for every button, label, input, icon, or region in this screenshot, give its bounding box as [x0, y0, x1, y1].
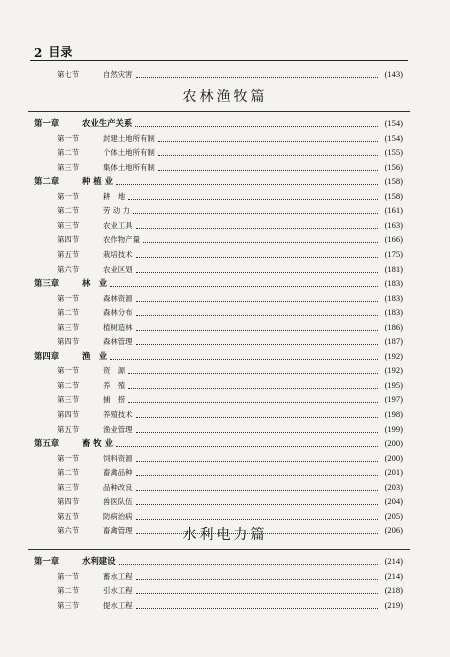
- entry-page-number: (181): [384, 263, 403, 274]
- dot-leader: [136, 475, 378, 476]
- dot-leader: [135, 126, 378, 127]
- entry-label: 第一节: [57, 133, 80, 143]
- entry-page-number: (183): [384, 292, 403, 303]
- entry-page-number: (161): [384, 205, 403, 216]
- part-rule: [28, 111, 410, 112]
- dot-leader: [128, 402, 378, 403]
- entry-page-number: (154): [384, 118, 403, 128]
- part-rule: [28, 549, 410, 550]
- entry-page-number: (187): [384, 336, 403, 347]
- part-heading: 水利电力篇: [182, 527, 268, 543]
- section-entry: [0, 363, 450, 378]
- section-entry: [0, 583, 450, 598]
- entry-title: 水利建设: [82, 556, 116, 566]
- entry-page-number: (205): [384, 510, 403, 521]
- entry-label: 第一节: [57, 366, 80, 376]
- entry-title: 森林资源: [103, 293, 133, 303]
- dot-leader: [136, 344, 378, 345]
- entry-label: 第五章: [34, 438, 60, 449]
- entry-page-number: (183): [384, 307, 403, 318]
- dot-leader: [116, 446, 378, 447]
- entry-label: 第二节: [57, 380, 80, 390]
- entry-title: 兽医队伍: [103, 497, 133, 507]
- entry-title: 自然灾害: [103, 70, 133, 79]
- dot-leader: [158, 141, 378, 142]
- entry-title: 品种改良: [103, 482, 133, 492]
- dot-leader: [136, 490, 378, 491]
- header-title: 目录: [48, 45, 73, 59]
- entry-label: 第二节: [57, 206, 80, 216]
- entry-label: 第二章: [34, 176, 60, 187]
- entry-title: 种 植 业: [82, 176, 113, 187]
- dot-leader: [136, 608, 378, 609]
- section-entry: [0, 451, 450, 466]
- section-entry: [0, 407, 450, 422]
- entry-label: 第七节: [57, 70, 80, 79]
- entry-label: 第四章: [34, 350, 60, 361]
- page-number: 2: [34, 46, 43, 60]
- entry-page-number: (206): [384, 525, 403, 536]
- entry-label: 第六节: [57, 526, 80, 536]
- part-heading: 农林渔牧篇: [182, 89, 268, 105]
- entry-title: 资 源: [103, 366, 126, 376]
- section-entry: [0, 598, 450, 613]
- entry-page-number: (214): [384, 570, 403, 581]
- entry-label: 第二节: [57, 308, 80, 318]
- entry-label: 第三节: [57, 162, 80, 172]
- entry-label: 第三节: [57, 600, 80, 610]
- dot-leader: [136, 315, 378, 316]
- dot-leader: [116, 184, 378, 185]
- entry-page-number: (197): [384, 394, 403, 405]
- section-entry: [0, 232, 450, 247]
- entry-title: 防病治病: [103, 511, 133, 521]
- section-entry: [0, 320, 450, 335]
- entry-title: 个体土地所有制: [103, 148, 155, 158]
- section-entry: [0, 291, 450, 306]
- entry-page-number: (199): [384, 423, 403, 434]
- entry-title: 集体土地所有制: [103, 162, 155, 172]
- entry-page-number: (143): [384, 69, 403, 79]
- section-entry: [0, 480, 450, 495]
- entry-title: 捕 捞: [103, 395, 126, 405]
- entry-label: 第二节: [57, 586, 80, 596]
- section-entry: [0, 145, 450, 160]
- section-entry: [0, 262, 450, 277]
- dot-leader: [136, 228, 378, 229]
- entry-label: 第一节: [57, 293, 80, 303]
- entry-title: 森林管理: [103, 337, 133, 347]
- section-entry: [0, 378, 450, 393]
- dot-leader: [136, 461, 378, 462]
- dot-leader: [136, 432, 378, 433]
- entry-label: 第一节: [57, 453, 80, 463]
- dot-leader: [136, 504, 378, 505]
- entry-title: 封建土地所有制: [103, 133, 155, 143]
- chapter-entry: [0, 276, 450, 291]
- dot-leader: [128, 388, 378, 389]
- entry-page-number: (219): [384, 599, 403, 610]
- entry-title: 农业生产关系: [82, 118, 133, 128]
- section-entry: [0, 247, 450, 262]
- chapter-entry: [0, 349, 450, 364]
- entry-page-number: (163): [384, 219, 403, 230]
- section-entry: [0, 305, 450, 320]
- entry-page-number: (195): [384, 379, 403, 390]
- entry-label: 第四节: [57, 410, 80, 419]
- chapter-entry: [0, 174, 450, 189]
- entry-label: 第一章: [34, 556, 60, 566]
- entry-page-number: (192): [384, 365, 403, 376]
- dot-leader: [128, 199, 378, 200]
- entry-title: 耕 地: [103, 191, 126, 201]
- dot-leader: [110, 286, 378, 287]
- entry-title: 畜禽品种: [103, 468, 133, 478]
- entry-title: 农业区划: [103, 264, 133, 274]
- entry-title: 栽培技术: [103, 249, 133, 259]
- header-rule: [30, 60, 408, 61]
- entry-page-number: (192): [384, 350, 403, 361]
- entry-label: 第五节: [57, 249, 80, 259]
- dot-leader: [136, 519, 378, 520]
- dot-leader: [158, 155, 378, 156]
- dot-leader: [136, 272, 378, 273]
- section-entry: [0, 203, 450, 218]
- dot-leader: [136, 417, 378, 418]
- entry-page-number: (218): [384, 585, 403, 596]
- dot-leader: [136, 77, 378, 78]
- entry-title: 养 殖: [103, 380, 126, 390]
- entry-page-number: (166): [384, 234, 403, 245]
- entry-title: 养殖技术: [103, 410, 133, 419]
- dot-leader: [143, 242, 378, 243]
- entry-label: 第五节: [57, 424, 80, 434]
- entry-label: 第三节: [57, 395, 80, 405]
- entry-label: 第三节: [57, 322, 80, 332]
- dot-leader: [136, 301, 378, 302]
- entry-label: 第二节: [57, 148, 80, 158]
- entry-title: 饲料资源: [103, 453, 133, 463]
- entry-label: 第二节: [57, 468, 80, 478]
- entry-title: 蓄水工程: [103, 571, 133, 581]
- entry-label: 第三节: [57, 482, 80, 492]
- entry-page-number: (186): [384, 321, 403, 332]
- dot-leader: [158, 170, 378, 171]
- entry-page-number: (201): [384, 467, 403, 478]
- entry-title: 劳 动 力: [103, 206, 130, 216]
- section-entry: [0, 569, 450, 584]
- dot-leader: [136, 330, 378, 331]
- dot-leader: [136, 257, 378, 258]
- entry-page-number: (158): [384, 176, 403, 187]
- page-header: [34, 40, 406, 60]
- entry-page-number: (214): [384, 556, 403, 566]
- dot-leader: [136, 579, 378, 580]
- entry-title: 农作物产量: [103, 235, 140, 245]
- entry-title: 植树造林: [103, 322, 133, 332]
- entry-page-number: (200): [384, 452, 403, 463]
- section-entry: [0, 494, 450, 509]
- entry-label: 第一节: [57, 191, 80, 201]
- entry-page-number: (156): [384, 161, 403, 172]
- entry-title: 渔业管理: [103, 424, 133, 434]
- entry-page-number: (158): [384, 190, 403, 201]
- entry-label: 第六节: [57, 264, 80, 274]
- entry-label: 第三节: [57, 220, 80, 230]
- entry-page-number: (154): [384, 132, 403, 143]
- section-entry: [0, 509, 450, 524]
- entry-label: 第四节: [57, 337, 80, 347]
- entry-title: 渔 业: [82, 350, 108, 361]
- chapter-entry: [0, 554, 450, 569]
- entry-label: 第三章: [34, 278, 60, 289]
- section-entry: [0, 218, 450, 233]
- entry-page-number: (203): [384, 481, 403, 492]
- entry-title: 畜禽管理: [103, 526, 133, 536]
- entry-title: 引水工程: [103, 586, 133, 596]
- entry-page-number: (155): [384, 147, 403, 158]
- dot-leader: [110, 359, 378, 360]
- entry-title: 森林分布: [103, 308, 133, 318]
- entry-page-number: (204): [384, 496, 403, 507]
- entry-title: 提水工程: [103, 600, 133, 610]
- entry-label: 第四节: [57, 497, 80, 507]
- entry-title: 农业工具: [103, 220, 133, 230]
- entry-label: 第一节: [57, 571, 80, 581]
- entry-title: 林 业: [82, 278, 108, 289]
- section-entry: [0, 392, 450, 407]
- section-entry: [0, 131, 450, 146]
- entry-page-number: (175): [384, 248, 403, 259]
- entry-label: 第一章: [34, 118, 60, 128]
- entry-page-number: (183): [384, 278, 403, 289]
- entry-label: 第五节: [57, 511, 80, 521]
- section-entry: [0, 160, 450, 175]
- chapter-entry: [0, 436, 450, 451]
- dot-leader: [119, 564, 378, 565]
- entry-page-number: (200): [384, 438, 403, 449]
- chapter-entry: [0, 116, 450, 131]
- entry-label: 第四节: [57, 235, 80, 245]
- dot-leader: [128, 373, 378, 374]
- section-entry: [0, 465, 450, 480]
- section-entry: [0, 67, 450, 82]
- dot-leader: [136, 593, 378, 594]
- entry-title: 畜 牧 业: [82, 438, 113, 449]
- section-entry: [0, 334, 450, 349]
- dot-leader: [133, 213, 378, 214]
- section-entry: [0, 189, 450, 204]
- entry-page-number: (198): [384, 409, 403, 419]
- section-entry: [0, 422, 450, 437]
